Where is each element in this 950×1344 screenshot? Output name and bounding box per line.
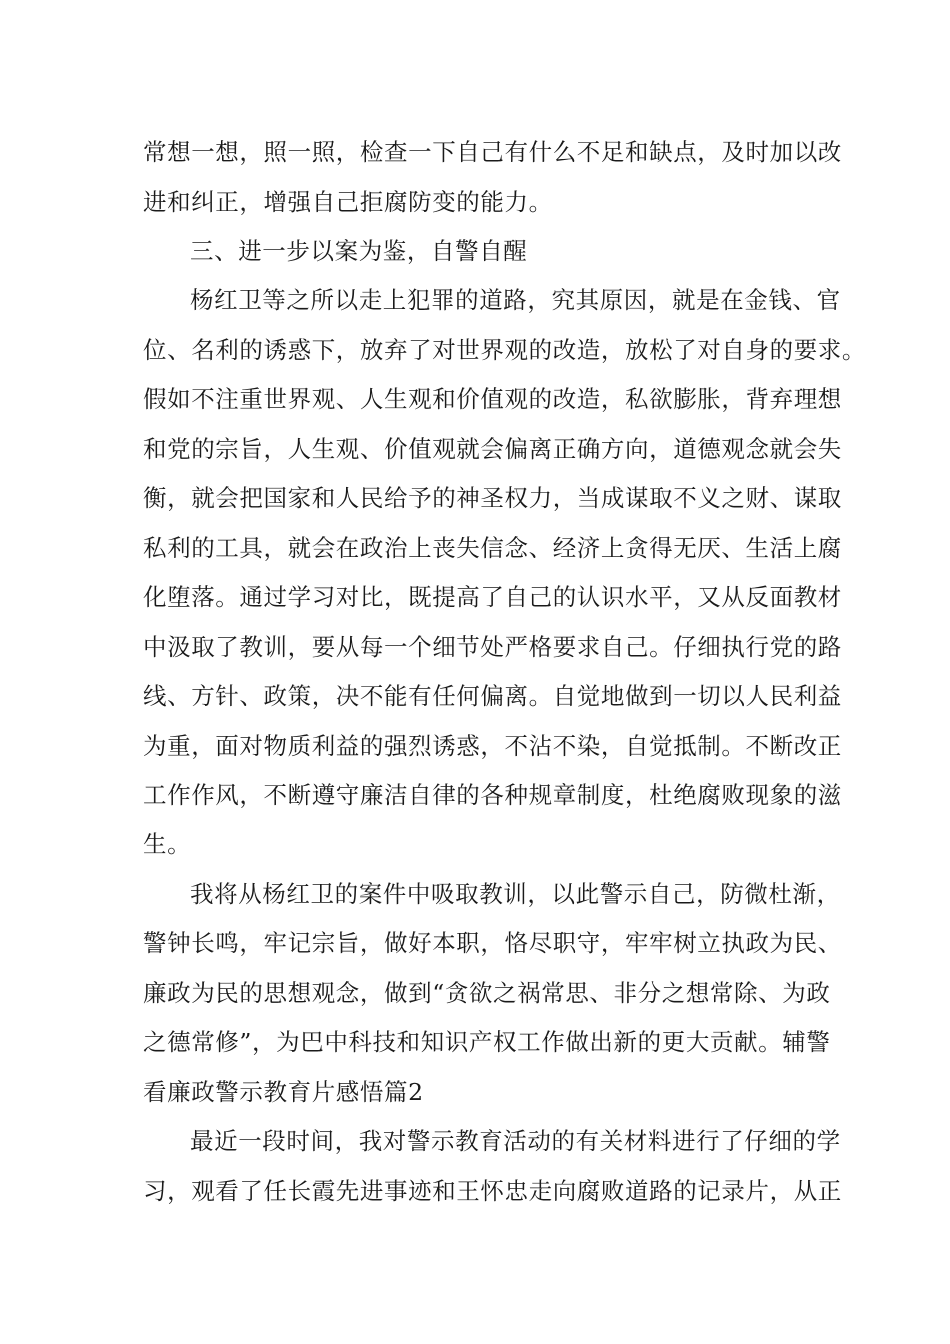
- text-line: 中汲取了教训，要从每一个细节处严格要求自己。仔细执行党的路: [143, 633, 842, 661]
- text-line: 线、方针、政策，决不能有任何偏离。自觉地做到一切以人民利益: [143, 682, 842, 710]
- text-line: 常想一想，照一照，检查一下自己有什么不足和缺点，及时加以改: [143, 138, 842, 166]
- text-line: 杨红卫等之所以走上犯罪的道路，究其原因，就是在金钱、官: [190, 286, 841, 314]
- text-line: 进和纠正，增强自己拒腐防变的能力。: [143, 188, 553, 216]
- section-heading: 三、进一步以案为鉴，自警自醒: [190, 237, 528, 265]
- text-line: 廉政为民的思想观念，做到“贪欲之祸常思、非分之想常除、为政: [143, 979, 831, 1007]
- text-line: 位、名利的诱惑下，放弃了对世界观的改造，放松了对自身的要求。: [143, 336, 866, 364]
- text-line: 工作作风，不断遵守廉洁自律的各种规章制度，杜绝腐败现象的滋: [143, 781, 842, 809]
- text-line: 生。: [143, 830, 192, 858]
- text-line: 衡，就会把国家和人民给予的神圣权力，当成谋取不义之财、谋取: [143, 484, 842, 512]
- text-line: 之德常修”，为巴中科技和知识产权工作做出新的更大贡献。辅警: [143, 1028, 831, 1056]
- text-line: 最近一段时间，我对警示教育活动的有关材料进行了仔细的学: [190, 1127, 841, 1155]
- article-title: 看廉政警示教育片感悟篇2: [143, 1078, 424, 1106]
- text-line: 习，观看了任长霞先进事迹和王怀忠走向腐败道路的记录片，从正: [143, 1177, 842, 1205]
- text-line: 化堕落。通过学习对比，既提高了自己的认识水平，又从反面教材: [143, 583, 842, 611]
- text-line: 和党的宗旨，人生观、价值观就会偏离正确方向，道德观念就会失: [143, 435, 842, 463]
- text-line: 为重，面对物质利益的强烈诱惑，不沾不染，自觉抵制。不断改正: [143, 732, 842, 760]
- text-line: 私利的工具，就会在政治上丧失信念、经济上贪得无厌、生活上腐: [143, 534, 842, 562]
- text-line: 警钟长鸣，牢记宗旨，做好本职，恪尽职守，牢牢树立执政为民、: [143, 929, 842, 957]
- text-line: 假如不注重世界观、人生观和价值观的改造，私欲膨胀，背弃理想: [143, 385, 842, 413]
- text-line: 我将从杨红卫的案件中吸取教训，以此警示自己，防微杜渐，: [190, 880, 841, 908]
